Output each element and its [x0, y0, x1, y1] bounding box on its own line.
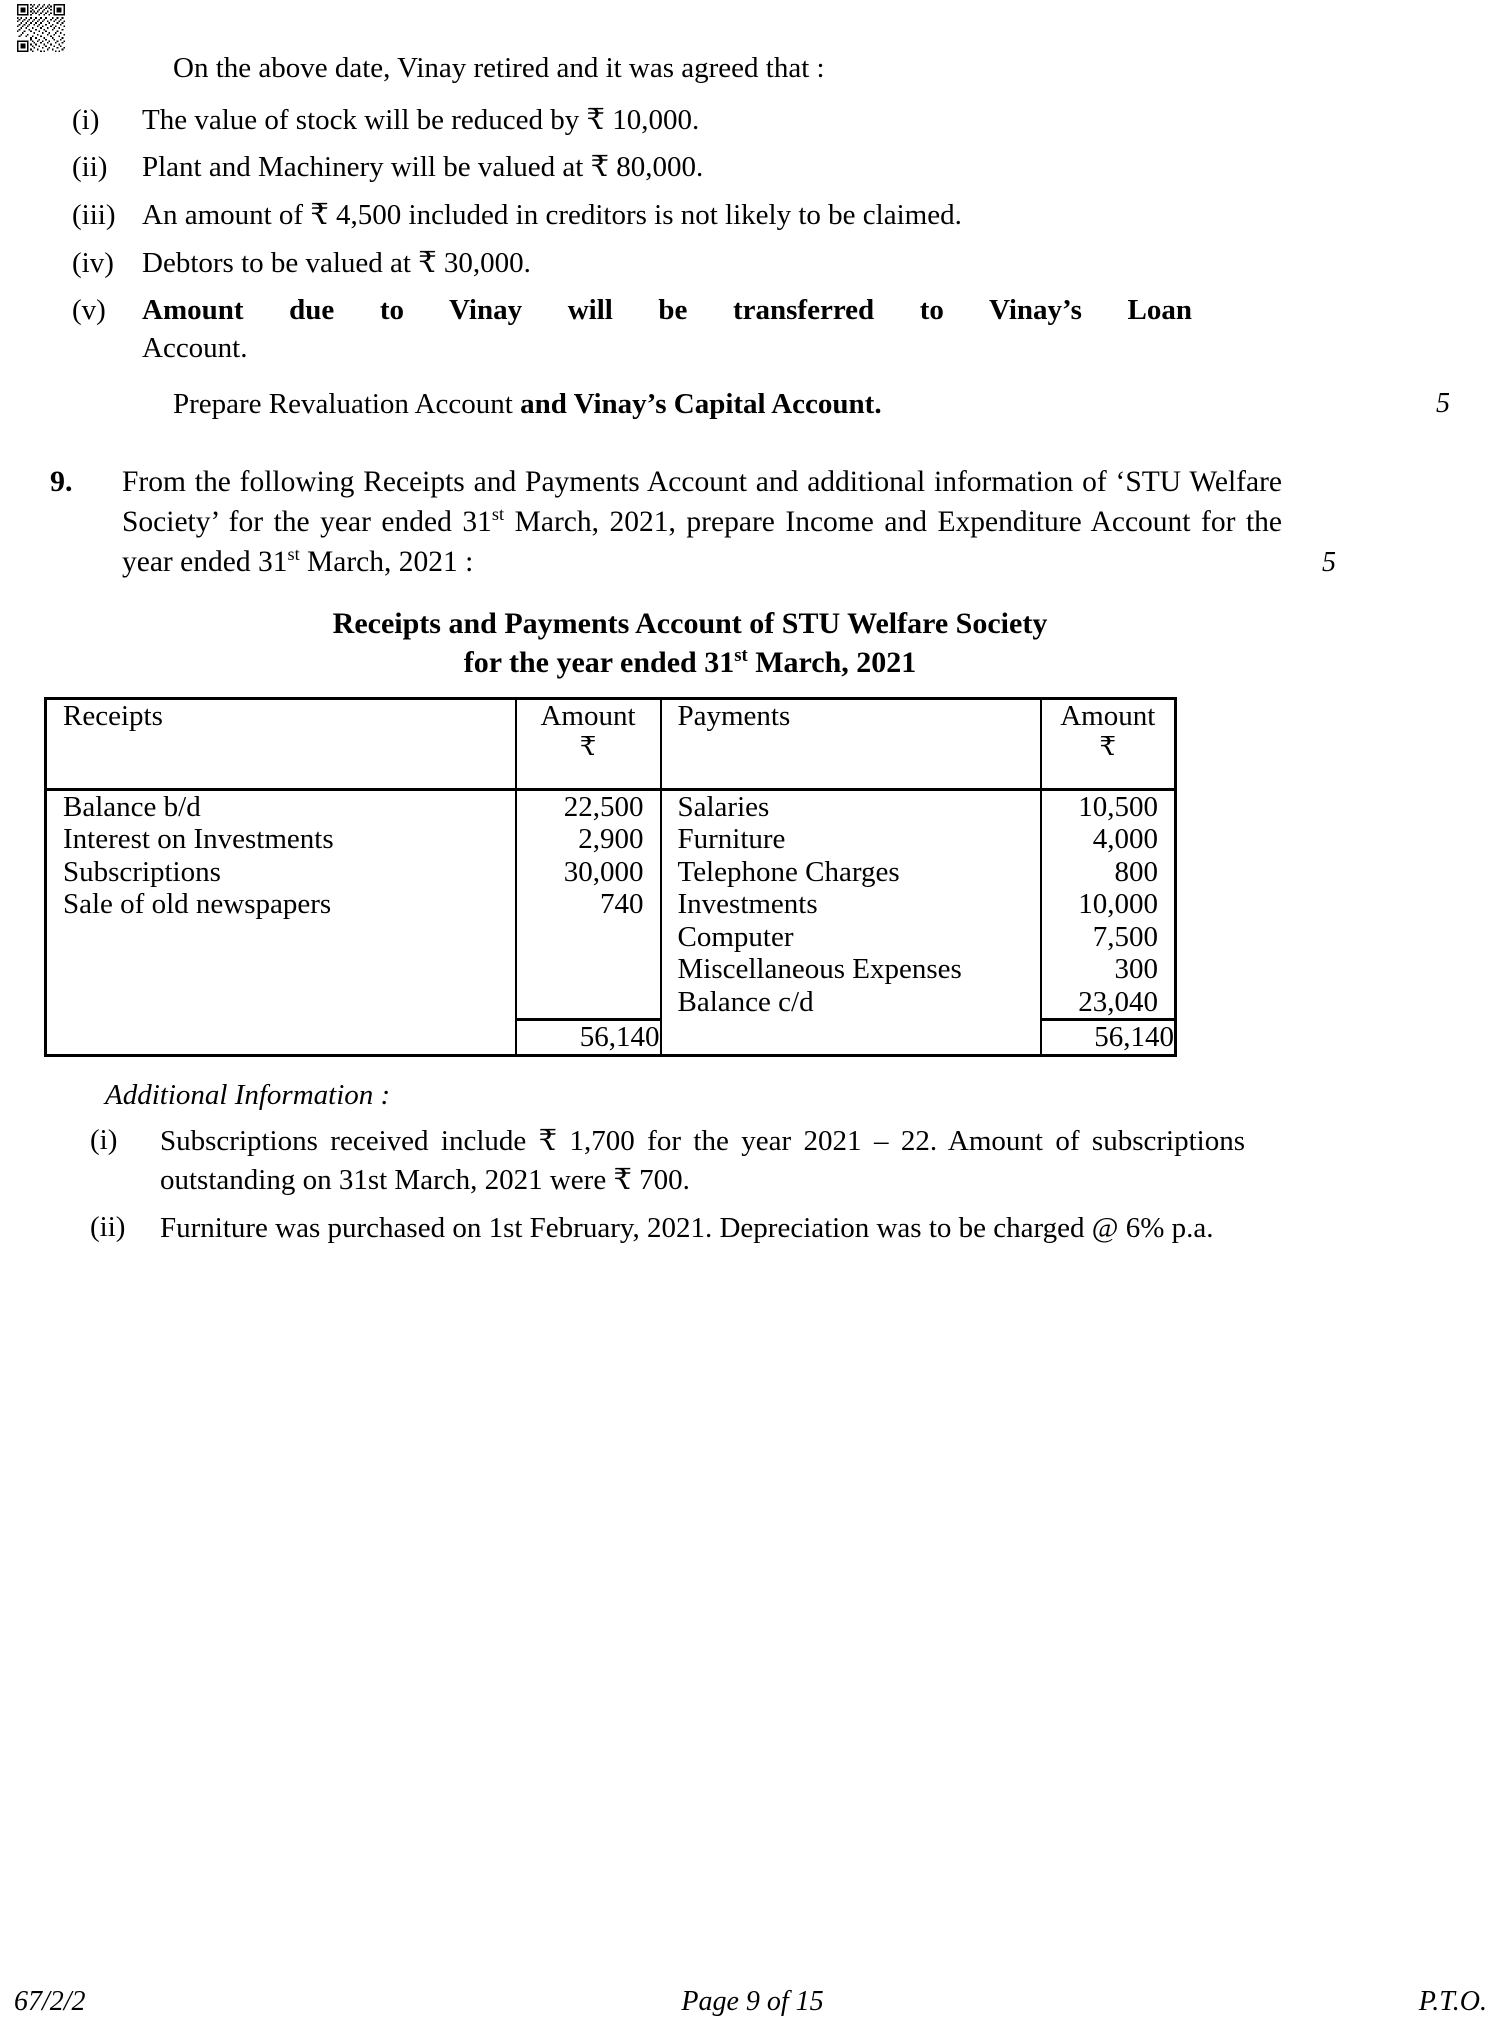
term-marker: (i) — [72, 103, 100, 136]
cell-receipt-amount: 30,000 — [516, 856, 661, 888]
title-line2-before: for the year ended 31 — [463, 646, 735, 680]
table-row — [46, 986, 1176, 1020]
totals-payments: 56,140 — [1041, 1020, 1176, 1056]
additional-marker: (ii) — [90, 1210, 126, 1243]
q9-para-3: March, 2021 : — [299, 545, 474, 578]
footer-page-number: Page 9 of 15 — [681, 1986, 824, 2017]
term-text-rest: Account. — [142, 332, 248, 365]
page-footer — [0, 1986, 1505, 2026]
term-marker: (iii) — [72, 199, 116, 232]
cell-receipt-name: Subscriptions — [63, 855, 221, 888]
table-totals-row — [46, 1020, 1176, 1056]
column-header-receipt-amount — [516, 699, 661, 790]
table-row — [46, 953, 1176, 985]
cell-payment-amount: 300 — [1041, 953, 1176, 985]
term-text: Debtors to be valued at ₹ 30,000. — [142, 246, 531, 279]
amount-word: Amount — [1060, 700, 1156, 733]
term-item-v — [50, 292, 1450, 367]
intro-text: On the above date, Vinay retired and it was agreed that : — [173, 52, 825, 84]
q9-sup-2: st — [287, 543, 300, 564]
column-header-payment-amount — [1041, 699, 1176, 790]
cell-payment-name: Computer — [661, 921, 1041, 953]
title-line2-sup: st — [734, 645, 748, 667]
receipts-payments-table — [44, 697, 1177, 1057]
term-text: The value of stock will be reduced by ₹ 10,000. — [142, 103, 700, 136]
table-row — [46, 921, 1176, 953]
cell-payment-name: Balance c/d — [661, 986, 1041, 1020]
cell-payment-amount: 23,040 — [1041, 986, 1176, 1020]
additional-information-list — [50, 1122, 1450, 1247]
q9-sup-1: st — [491, 503, 505, 524]
additional-item-ii — [50, 1209, 1450, 1247]
receipts-payments-table-wrapper — [44, 697, 1174, 1057]
marks-value: 5 — [1322, 547, 1336, 579]
cell-payment-amount: 10,000 — [1041, 888, 1176, 920]
cell-receipt-amount: 740 — [516, 888, 661, 920]
title-line2-after: March, 2021 — [747, 646, 917, 680]
question-9 — [50, 462, 1450, 582]
table-header-row — [46, 699, 1176, 790]
question-9-text — [122, 462, 1282, 582]
footer-pto: P.T.O. — [1418, 1986, 1487, 2017]
prepare-tail: . — [874, 387, 882, 420]
table-row — [46, 856, 1176, 888]
totals-blank-left — [46, 1020, 516, 1056]
cell-payment-amount: 7,500 — [1041, 921, 1176, 953]
additional-item-i — [50, 1122, 1450, 1199]
cell-receipt-amount: 2,900 — [516, 823, 661, 855]
cell-receipt-amount: 22,500 — [516, 790, 661, 824]
table-row — [46, 790, 1176, 824]
term-text-bold: Amount due to Vinay will be transferred to Vinay’s Loan — [142, 294, 1192, 327]
amount-word: Amount — [540, 700, 636, 733]
cell-payment-amount: 800 — [1041, 856, 1176, 888]
term-item-ii — [50, 149, 1450, 187]
table-row — [46, 888, 1176, 920]
column-header-receipts: Receipts — [46, 699, 516, 790]
additional-marker: (i) — [90, 1124, 118, 1157]
cell-receipt-amount — [516, 921, 661, 953]
marks-value: 5 — [1436, 387, 1450, 419]
additional-text: Furniture was purchased on 1st February, 2021. Depreciation was to be charged @ 6% p.a. — [160, 1211, 1214, 1244]
cell-receipt-name: Sale of old newspapers — [63, 888, 332, 921]
column-header-payments: Payments — [661, 699, 1041, 790]
totals-receipts: 56,140 — [516, 1020, 661, 1056]
prepare-instruction-row — [173, 386, 1450, 424]
q9-para-1: From the following Receipts and Payments Account and additional information of ‘STU Welfare Society’ for the year ended 31 — [122, 465, 1282, 538]
footer-paper-code: 67/2/2 — [14, 1986, 86, 2017]
cell-payment-amount: 4,000 — [1041, 823, 1176, 855]
rupee-icon: ₹ — [579, 732, 597, 762]
cell-payment-name: Investments — [661, 888, 1041, 920]
account-table-title-line1 — [50, 604, 1450, 644]
term-text: An amount of ₹ 4,500 included in creditors is not likely to be claimed. — [142, 199, 962, 232]
term-marker: (ii) — [72, 151, 108, 184]
term-marker: (v) — [72, 294, 106, 327]
cell-payment-name: Salaries — [661, 790, 1041, 824]
content-body — [50, 50, 1450, 1257]
cell-receipt-name — [46, 986, 516, 1020]
qr-code-icon — [17, 4, 65, 52]
cell-receipt-name: Balance b/d — [63, 791, 201, 824]
title-line1-text: Receipts and Payments Account of STU Welfare Society — [332, 606, 1048, 640]
account-table-title-line2 — [50, 643, 1450, 683]
question-number: 9. — [50, 464, 73, 498]
term-item-iii — [50, 197, 1450, 235]
rupee-icon: ₹ — [1099, 732, 1117, 762]
cell-receipt-name — [46, 953, 516, 985]
term-text — [142, 292, 1192, 367]
term-text: Plant and Machinery will be valued at ₹ 80,000. — [142, 151, 704, 184]
table-row — [46, 823, 1176, 855]
account-table-title — [50, 604, 1450, 683]
prepare-bold: and Vinay’s Capital Account — [520, 387, 875, 420]
cell-receipt-name: Interest on Investments — [63, 823, 334, 856]
cell-payment-name: Furniture — [661, 823, 1041, 855]
cell-receipt-name — [46, 921, 516, 953]
totals-blank-right — [661, 1020, 1041, 1056]
term-marker: (iv) — [72, 246, 114, 279]
additional-information-heading: Additional Information : — [105, 1079, 391, 1112]
prepare-instruction — [173, 386, 1396, 424]
cell-payment-name: Telephone Charges — [661, 856, 1041, 888]
q9-para-2: March, 2021, prepare Income and Expenditure Account for the year ended 31 — [122, 505, 1282, 578]
cell-receipt-amount — [516, 986, 661, 1020]
cell-receipt-amount — [516, 953, 661, 985]
prepare-plain: Prepare Revaluation Account — [173, 387, 521, 420]
term-item-i — [50, 102, 1450, 140]
cell-payment-name: Miscellaneous Expenses — [661, 953, 1041, 985]
cell-payment-amount: 10,500 — [1041, 790, 1176, 824]
additional-text: Subscriptions received include ₹ 1,700 for the year 2021 – 22. Amount of subscriptions outstanding on 31st March, 2021 were ₹ 700. — [160, 1125, 1245, 1196]
term-item-iv — [50, 245, 1450, 283]
